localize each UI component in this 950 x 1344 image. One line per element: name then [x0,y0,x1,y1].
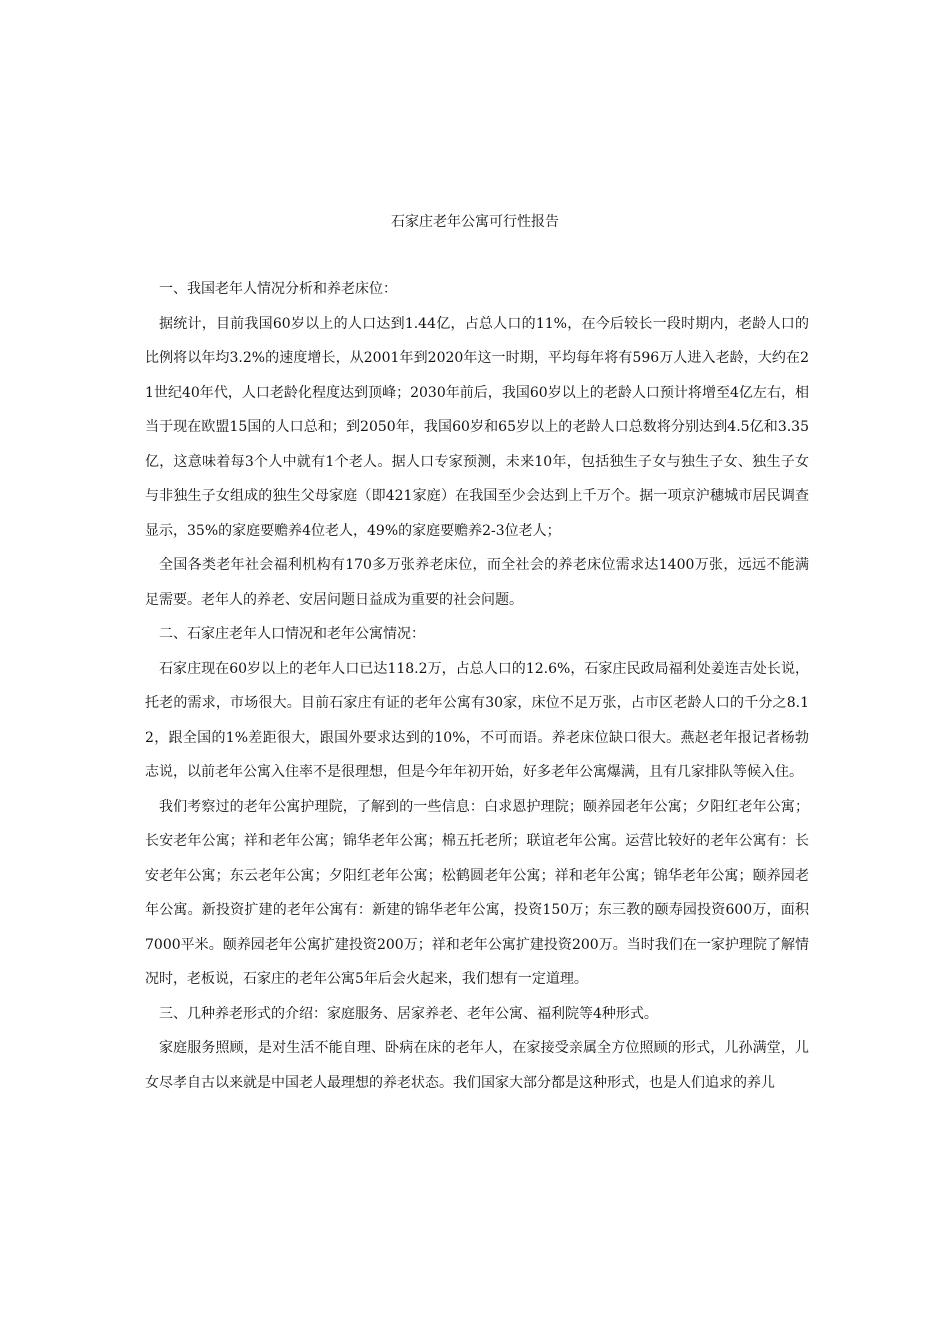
document-title: 石家庄老年公寓可行性报告 [391,214,559,230]
section-heading-2: 二、石家庄老年人口情况和老年公寓情况： [159,626,425,642]
paragraph-surveyed-apartments: 我们考察过的老年公寓护理院，了解到的一些信息：白求恩护理院；颐养园老年公寓；夕阳红老年公寓；长安老年公寓；祥和老年公寓；锦华老年公寓；棉五托老所；联谊老年公寓。运营比较好的老年公寓有：长安老年公寓；东云老年公寓；夕阳红老年公寓；松鹤圆老年公寓；祥和老年公寓；锦华老年公寓；颐养园老年公寓。新投资扩建的老年公寓有：新建的锦华老年公寓，投资150万；东三教的颐寿园投资600万，面积7000平米。颐养园老年公寓扩建投资200万；祥和老年公寓扩建投资200万。当时我们在一家护理院了解情况时，老板说，石家庄的老年公寓5年后会火起来，我们想有一定道理。 [145,798,809,987]
section-heading-1: 一、我国老年人情况分析和养老床位： [159,281,397,297]
paragraph-shijiazhuang-population: 石家庄现在60岁以上的老年人口已达118.2万，占总人口的12.6%，石家庄民政局福利处姜连吉处长说，托老的需求，市场很大。目前石家庄有证的老年公寓有30家，床位不足万张，占市区老龄人口的千分之8.12，跟全国的1%差距很大，跟国外要求达到的10%，不可而语。养老床位缺口很大。燕赵老年报记者杨勃志说，以前老年公寓入住率不是很理想，但是今年年初开始，好多老年公寓爆满，且有几家排队等候入住。 [145,660,809,780]
paragraph-bed-shortage: 全国各类老年社会福利机构有170多万张养老床位，而全社会的养老床位需求达1400万张，远远不能满足需要。老年人的养老、安居问题日益成为重要的社会问题。 [145,557,809,608]
section-heading-3: 三、几种养老形式的介绍：家庭服务、居家养老、老年公寓、福利院等4种形式。 [159,1005,658,1022]
document-body [145,272,809,1100]
paragraph-population-statistics: 据统计，目前我国60岁以上的人口达到1.44亿，占总人口的11%，在今后较长一段时期内，老龄人口的比例将以年均3.2%的速度增长，从2001年到2020年这一时期，平均每年将有596万人进入老龄，大约在21世纪40年代，人口老龄化程度达到顶峰；2030年前后，我国60岁以上的老龄人口预计将增至4亿左右，相当于现在欧盟15国的人口总和；到2050年，我国60岁和65岁以上的老龄人口总数将分别达到4.5亿和3.35亿，这意味着每3个人中就有1个老人。据人口专家预测，未来10年，包括独生子女与独生子女、独生子女与非独生子女组成的独生父母家庭（即421家庭）在我国至少会达到上千万个。据一项京沪穗城市居民调查显示，35%的家庭要赡养4位老人，49%的家庭要赡养2-3位老人； [145,315,809,539]
paragraph-family-care: 家庭服务照顾，是对生活不能自理、卧病在床的老年人，在家接受亲属全方位照顾的形式，儿孙满堂，儿女尽孝自古以来就是中国老人最理想的养老状态。我们国家大部分都是这种形式，也是人们追求的养儿 [145,1040,809,1091]
